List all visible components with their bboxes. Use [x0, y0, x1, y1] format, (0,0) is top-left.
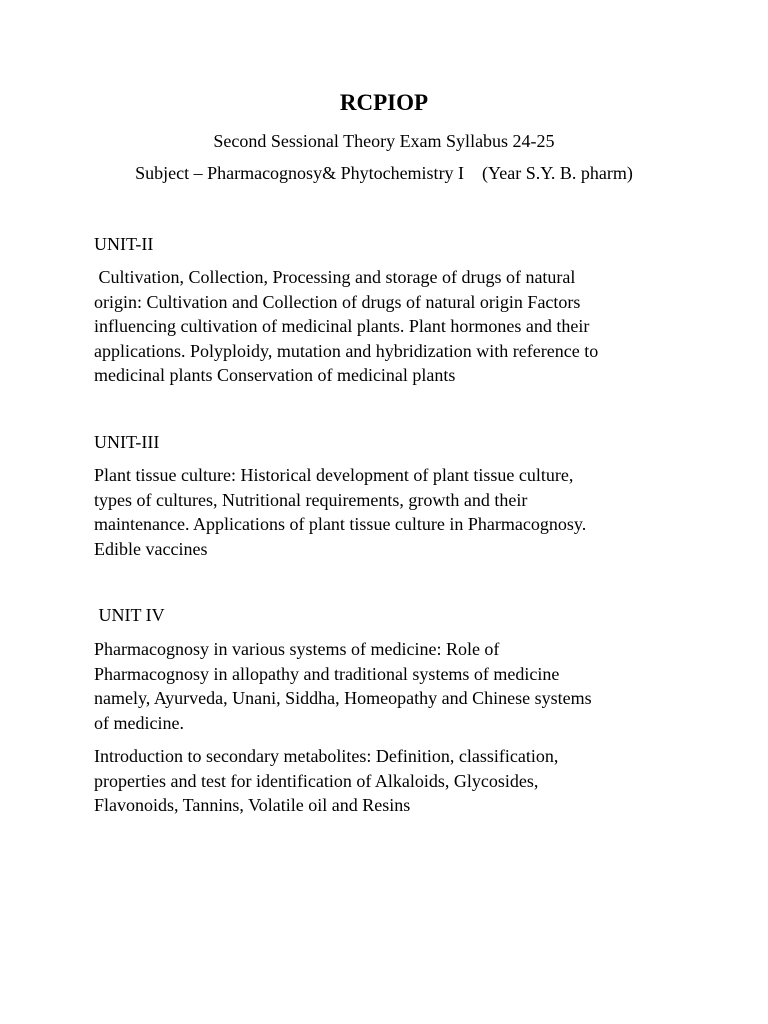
paragraph-line: Pharmacognosy in various systems of medicine: Role of: [94, 639, 500, 659]
paragraph-line: namely, Ayurveda, Unani, Siddha, Homeopathy and Chinese systems: [94, 688, 592, 708]
paragraph-line: Plant tissue culture: Historical development of plant tissue culture,: [94, 465, 574, 485]
subject-line: Subject – Pharmacognosy& Phytochemistry I (Year S.Y. B. pharm): [135, 163, 633, 183]
paragraph-line: Flavonoids, Tannins, Volatile oil and Resins: [94, 795, 411, 815]
paragraph-line: applications. Polyploidy, mutation and hybridization with reference to: [94, 340, 599, 361]
paragraph-line: Cultivation, Collection, Processing and storage of drugs of natural: [94, 267, 576, 287]
unit-heading: UNIT IV: [94, 605, 165, 625]
unit-heading: UNIT-III: [94, 432, 160, 452]
paragraph-line: origin: Cultivation and Collection of drugs of natural origin Factors: [94, 291, 581, 312]
document-subtitle: Second Sessional Theory Exam Syllabus 24-25: [213, 131, 555, 151]
paragraph-line: maintenance. Applications of plant tissue culture in Pharmacognosy.: [94, 514, 587, 534]
unit-heading: UNIT-II: [94, 234, 154, 254]
paragraph-line: Pharmacognosy in allopathy and traditional systems of medicine: [94, 663, 560, 684]
paragraph-line: influencing cultivation of medicinal plants. Plant hormones and their: [94, 316, 590, 336]
paragraph-line: Edible vaccines: [94, 538, 208, 559]
unit-paragraph: [94, 637, 694, 735]
unit-paragraph: [94, 463, 694, 561]
unit-paragraph: [94, 744, 694, 818]
document-title: RCPIOP: [339, 90, 429, 115]
paragraph-line: of medicine.: [94, 712, 184, 733]
paragraph-line: medicinal plants Conservation of medicinal plants: [94, 365, 456, 385]
paragraph-line: Introduction to secondary metabolites: Definition, classification,: [94, 746, 559, 766]
paragraph-line: types of cultures, Nutritional requirements, growth and their: [94, 489, 528, 510]
unit-paragraph: [94, 265, 694, 388]
paragraph-line: properties and test for identification of Alkaloids, Glycosides,: [94, 770, 539, 791]
